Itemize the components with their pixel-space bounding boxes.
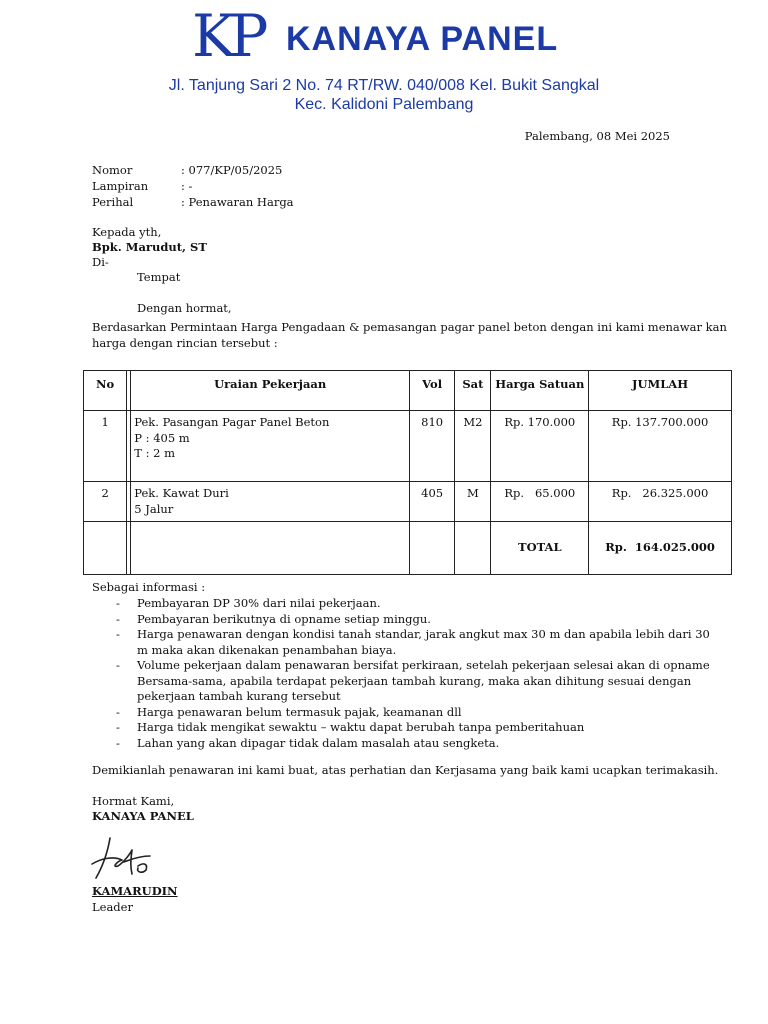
company-address-line1: Jl. Tanjung Sari 2 No. 74 RT/RW. 040/008 Kel. Bukit Sangkal bbox=[168, 77, 600, 94]
total-value: Rp. 164.025.000 bbox=[589, 522, 732, 575]
header-jumlah: JUMLAH bbox=[589, 371, 732, 411]
signoff-company: KANAYA PANEL bbox=[92, 809, 194, 823]
table-header-row bbox=[84, 371, 732, 411]
company-address-line2: Kec. Kalidoni Palembang bbox=[294, 96, 474, 113]
meta-lampiran bbox=[92, 179, 392, 195]
info-item: - Volume pekerjaan dalam penawaran bersifat perkiraan, setelah pekerjaan selesai akan di opname Bersama-sama, apabila terdapat pekerjaan tambah kurang, maka akan dihitung sesuai dengan pekerjaan tambah kurang tersebut bbox=[92, 658, 722, 705]
recipient-di: Di- bbox=[92, 255, 109, 269]
opening-greeting: Dengan hormat, bbox=[137, 301, 232, 315]
meta-label: Perihal bbox=[92, 195, 134, 209]
total-label: TOTAL bbox=[491, 522, 589, 575]
signoff-regards: Hormat Kami, bbox=[92, 794, 175, 808]
recipient-name: Bpk. Marudut, ST bbox=[92, 240, 207, 254]
uraian-line: T : 2 m bbox=[134, 446, 176, 460]
header-no: No bbox=[84, 371, 127, 411]
info-item: - Harga tidak mengikat sewaktu – waktu dapat berubah tanpa pemberitahuan bbox=[92, 720, 722, 736]
meta-nomor bbox=[92, 163, 392, 179]
uraian-line: Pek. Kawat Duri bbox=[134, 486, 229, 500]
info-item: - Lahan yang akan dipagar tidak dalam masalah atau sengketa. bbox=[92, 736, 722, 752]
uraian-line: 5 Jalur bbox=[134, 501, 174, 516]
logo-monogram: KP bbox=[192, 6, 263, 64]
cell-harga: Rp. 170.000 bbox=[491, 411, 589, 482]
meta-label: Nomor bbox=[92, 163, 133, 177]
table-row bbox=[84, 411, 732, 482]
header-uraian: Uraian Pekerjaan bbox=[131, 371, 410, 411]
cell-jumlah: Rp. 137.700.000 bbox=[589, 411, 732, 482]
cell-empty bbox=[410, 522, 455, 575]
info-list bbox=[92, 596, 722, 751]
cell-harga: Rp. 65.000 bbox=[491, 482, 589, 522]
cell-uraian bbox=[131, 482, 410, 522]
cell-sat: M2 bbox=[455, 411, 491, 482]
closing-paragraph: Demikianlah penawaran ini kami buat, atas perhatian dan Kerjasama yang baik kami ucapkan terimakasih. bbox=[92, 763, 719, 777]
cell-empty bbox=[455, 522, 491, 575]
letter-date: Palembang, 08 Mei 2025 bbox=[524, 129, 670, 143]
meta-value: : - bbox=[181, 179, 193, 193]
cell-vol: 405 bbox=[410, 482, 455, 522]
table-row bbox=[84, 482, 732, 522]
cell-uraian bbox=[131, 411, 410, 482]
signer-role: Leader bbox=[92, 900, 133, 914]
cell-sat: M bbox=[455, 482, 491, 522]
header-sat: Sat bbox=[455, 371, 491, 411]
cell-jumlah: Rp. 26.325.000 bbox=[589, 482, 732, 522]
cell-empty bbox=[84, 522, 127, 575]
company-logo bbox=[192, 6, 272, 64]
quotation-table bbox=[83, 370, 732, 575]
info-item: - Pembayaran berikutnya di opname setiap minggu. bbox=[92, 612, 722, 628]
intro-paragraph: Berdasarkan Permintaan Harga Pengadaan & pemasangan pagar panel beton dengan ini kami menawar kan harga dengan rincian tersebut : bbox=[92, 320, 727, 350]
uraian-line: P : 405 m bbox=[134, 430, 190, 445]
recipient-place: Tempat bbox=[137, 270, 181, 284]
cell-no: 2 bbox=[84, 482, 127, 522]
header-harga: Harga Satuan bbox=[491, 371, 589, 411]
meta-perihal bbox=[92, 195, 392, 211]
meta-label: Lampiran bbox=[92, 179, 149, 193]
uraian-line: Pek. Pasangan Pagar Panel Beton bbox=[134, 415, 330, 429]
company-name: KANAYA PANEL bbox=[286, 20, 559, 58]
info-item: - Harga penawaran belum termasuk pajak, keamanan dll bbox=[92, 705, 722, 721]
signer-name: KAMARUDIN bbox=[92, 884, 178, 898]
cell-no: 1 bbox=[84, 411, 127, 482]
info-item: - Harga penawaran dengan kondisi tanah standar, jarak angkut max 30 m dan apabila lebih dari 30 m maka akan dikenakan penambahan biaya. bbox=[92, 627, 722, 658]
info-item: - Pembayaran DP 30% dari nilai pekerjaan. bbox=[92, 596, 722, 612]
meta-value: : 077/KP/05/2025 bbox=[181, 163, 283, 177]
signature bbox=[88, 832, 158, 884]
cell-vol: 810 bbox=[410, 411, 455, 482]
cell-empty bbox=[131, 522, 410, 575]
recipient-salutation: Kepada yth, bbox=[92, 225, 162, 239]
meta-value: : Penawaran Harga bbox=[181, 195, 294, 209]
header-vol: Vol bbox=[410, 371, 455, 411]
info-title: Sebagai informasi : bbox=[92, 580, 206, 594]
table-total-row bbox=[84, 522, 732, 575]
